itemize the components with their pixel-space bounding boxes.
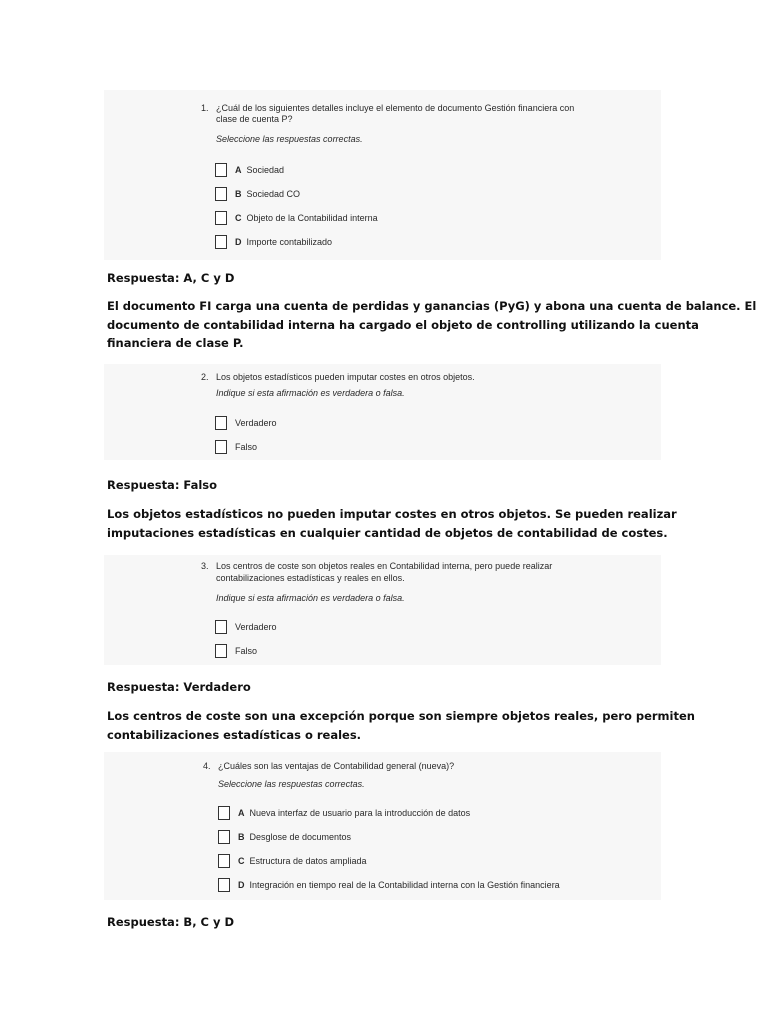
explanation-3: [107, 707, 695, 744]
question-4-option-d[interactable]: D Integración en tiempo real de la Contabilidad interna con la Gestión financiera: [218, 877, 560, 893]
explanation-2: [107, 505, 677, 542]
question-1-option-d[interactable]: D Importe contabilizado: [215, 234, 332, 250]
question-1-box: [104, 90, 661, 260]
explanation-1-line: documento de contabilidad interna ha cargado el objeto de controlling utilizando la cuenta: [107, 317, 699, 332]
question-2-number: 2.: [201, 372, 209, 382]
explanation-3-line: contabilizaciones estadísticas o reales.: [107, 727, 362, 742]
question-4-option-b[interactable]: B Desglose de documentos: [218, 829, 351, 845]
checkbox[interactable]: [215, 644, 227, 658]
question-3-text-line2: contabilizaciones estadísticas y reales en ellos.: [216, 573, 405, 583]
checkbox[interactable]: [215, 163, 227, 177]
question-4-instruction: Seleccione las respuestas correctas.: [218, 779, 365, 789]
question-2-option-false[interactable]: Falso: [215, 439, 257, 455]
question-4-box: [104, 752, 661, 900]
checkbox[interactable]: [218, 854, 230, 868]
question-1-number: 1.: [201, 103, 209, 113]
answer-4: Respuesta: B, C y D: [107, 915, 235, 929]
answer-1: Respuesta: A, C y D: [107, 271, 235, 285]
checkbox[interactable]: [215, 440, 227, 454]
checkbox[interactable]: [215, 416, 227, 430]
question-2-option-true[interactable]: Verdadero: [215, 415, 277, 431]
explanation-2-line: Los objetos estadísticos no pueden imputar costes en otros objetos. Se pueden realizar: [107, 507, 677, 521]
checkbox[interactable]: [215, 211, 227, 225]
question-1-option-a[interactable]: A Sociedad: [215, 162, 284, 178]
answer-3: Respuesta: Verdadero: [107, 680, 251, 694]
question-4-option-a[interactable]: A Nueva interfaz de usuario para la introducción de datos: [218, 805, 470, 821]
question-1-text-line1: ¿Cuál de los siguientes detalles incluye el elemento de documento Gestión financiera con: [216, 103, 575, 113]
question-1-option-b[interactable]: B Sociedad CO: [215, 186, 300, 202]
question-3-number: 3.: [201, 561, 209, 571]
question-3-text-line1: Los centros de coste son objetos reales en Contabilidad interna, pero puede realizar: [216, 561, 553, 571]
question-3-box: [104, 555, 661, 665]
question-4-text-line1: ¿Cuáles son las ventajas de Contabilidad general (nueva)?: [218, 761, 455, 771]
question-2-text-line1: Los objetos estadísticos pueden imputar costes en otros objetos.: [216, 372, 475, 382]
question-1-instruction: Seleccione las respuestas correctas.: [216, 134, 363, 144]
question-1-text-line2: clase de cuenta P?: [216, 114, 293, 124]
question-4-option-c[interactable]: C Estructura de datos ampliada: [218, 853, 367, 869]
explanation-1: [107, 297, 757, 353]
explanation-2-line: imputaciones estadísticas en cualquier cantidad de objetos de contabilidad de costes.: [107, 525, 668, 540]
answer-2: Respuesta: Falso: [107, 478, 218, 492]
checkbox[interactable]: [215, 235, 227, 249]
explanation-3-line: Los centros de coste son una excepción porque son siempre objetos reales, pero permiten: [107, 709, 695, 723]
explanation-1-line: financiera de clase P.: [107, 336, 244, 350]
question-4-number: 4.: [203, 761, 211, 771]
question-3-instruction: Indique si esta afirmación es verdadera o falsa.: [216, 593, 405, 603]
explanation-1-line: El documento FI carga una cuenta de perdidas y ganancias (PyG) y abona una cuenta de balance. El: [107, 299, 757, 313]
question-3-option-true[interactable]: Verdadero: [215, 619, 277, 635]
question-2-box: [104, 364, 661, 460]
checkbox[interactable]: [218, 878, 230, 892]
checkbox[interactable]: [218, 806, 230, 820]
question-1-option-c[interactable]: C Objeto de la Contabilidad interna: [215, 210, 378, 226]
checkbox[interactable]: [215, 620, 227, 634]
checkbox[interactable]: [215, 187, 227, 201]
question-3-option-false[interactable]: Falso: [215, 643, 257, 659]
question-2-instruction: Indique si esta afirmación es verdadera o falsa.: [216, 388, 405, 398]
checkbox[interactable]: [218, 830, 230, 844]
